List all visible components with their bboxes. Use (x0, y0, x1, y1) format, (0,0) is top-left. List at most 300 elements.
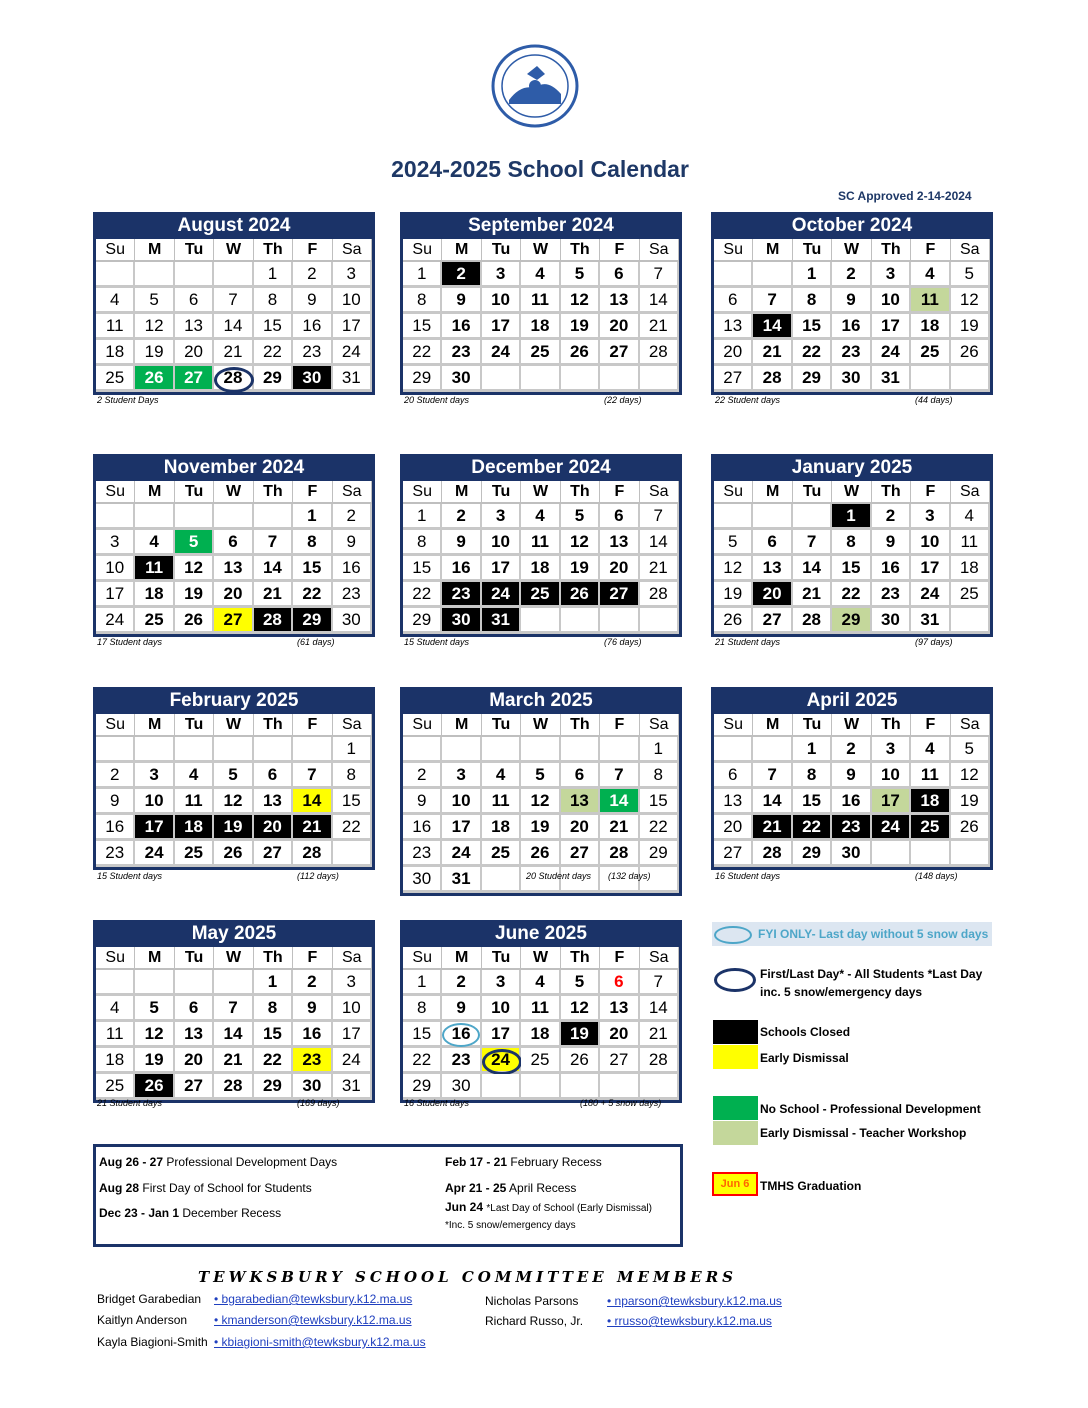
day-cell: 11 (482, 789, 521, 815)
day-cell: 26 (714, 608, 753, 634)
student-days-note: 21 Student days (97, 1098, 163, 1108)
day-cell: 26 (521, 841, 560, 867)
day-cell: 15 (403, 314, 442, 340)
weekday-header: W (214, 481, 253, 504)
day-cell: 28 (214, 366, 253, 392)
day-cell: 26 (175, 608, 214, 634)
day-cell: 11 (521, 530, 560, 556)
graduation-date-badge: Jun 6 (712, 1172, 758, 1196)
weekday-header: M (753, 239, 792, 262)
empty-day-cell (872, 841, 911, 867)
day-cell: 19 (135, 1048, 174, 1074)
day-cell: 22 (832, 582, 871, 608)
day-cell: 16 (442, 314, 481, 340)
member-name: Nicholas Parsons (485, 1294, 579, 1308)
day-cell: 6 (600, 262, 639, 288)
day-cell: 2 (293, 970, 332, 996)
day-cell: 29 (254, 1074, 293, 1100)
weekday-header: Sa (333, 714, 372, 737)
weekday-header: F (293, 481, 332, 504)
day-cell: 24 (872, 340, 911, 366)
day-cell: 3 (135, 763, 174, 789)
weekday-header: Th (254, 481, 293, 504)
day-cell: 7 (214, 996, 253, 1022)
day-cell: 16 (832, 314, 871, 340)
day-cell: 31 (333, 366, 372, 392)
day-cell: 6 (600, 504, 639, 530)
cumulative-days-note: (112 days) (297, 871, 339, 881)
legend-grad-label: TMHS Graduation (760, 1179, 862, 1193)
day-cell: 12 (135, 314, 174, 340)
empty-day-cell (521, 608, 560, 634)
day-cell: 17 (482, 314, 521, 340)
day-cell: 25 (175, 841, 214, 867)
day-cell: 27 (254, 841, 293, 867)
key-date-dec-recess: Dec 23 - Jan 1 December Recess (99, 1206, 282, 1220)
day-cell: 7 (753, 763, 792, 789)
empty-day-cell (561, 1074, 600, 1100)
day-cell: 4 (96, 996, 135, 1022)
weekday-header: Sa (951, 714, 990, 737)
day-cell: 13 (600, 996, 639, 1022)
day-cell: 8 (403, 996, 442, 1022)
day-cell: 21 (640, 314, 679, 340)
day-cell: 14 (793, 556, 832, 582)
key-date-pd: Aug 26 - 27 Professional Development Days (99, 1155, 338, 1169)
empty-day-cell (96, 504, 135, 530)
day-cell: 26 (214, 841, 253, 867)
day-cell: 18 (482, 815, 521, 841)
empty-day-cell (175, 737, 214, 763)
empty-day-cell (521, 737, 560, 763)
weekday-header: W (521, 239, 560, 262)
day-cell: 7 (753, 288, 792, 314)
day-cell: 6 (561, 763, 600, 789)
day-cell: 10 (333, 288, 372, 314)
day-cell: 20 (561, 815, 600, 841)
day-cell: 14 (753, 789, 792, 815)
day-cell: 1 (832, 504, 871, 530)
day-cell: 21 (600, 815, 639, 841)
day-cell: 7 (640, 262, 679, 288)
day-cell: 3 (911, 504, 950, 530)
day-cell: 11 (911, 288, 950, 314)
member-email-link[interactable]: • nparson@tewksbury.k12.ma.us (607, 1294, 782, 1308)
day-cell: 6 (714, 288, 753, 314)
key-date-last-day: Jun 24 *Last Day of School (Early Dismissal) (445, 1200, 652, 1214)
day-cell: 27 (175, 366, 214, 392)
day-cell: 25 (951, 582, 990, 608)
day-cell: 26 (135, 1074, 174, 1100)
day-cell: 24 (135, 841, 174, 867)
weekday-header: Sa (640, 947, 679, 970)
day-cell: 2 (872, 504, 911, 530)
day-cell: 4 (175, 763, 214, 789)
key-date-feb-recess: Feb 17 - 21 February Recess (445, 1155, 602, 1169)
day-cell: 8 (403, 530, 442, 556)
month-december-2024 (400, 454, 682, 637)
ws-swatch (713, 1121, 758, 1145)
legend-fyi-label: FYI ONLY- Last day without 5 snow days (758, 927, 989, 941)
day-cell: 1 (333, 737, 372, 763)
day-cell: 27 (714, 841, 753, 867)
day-cell: 5 (561, 970, 600, 996)
weekday-header: Tu (793, 239, 832, 262)
day-cell: 4 (951, 504, 990, 530)
day-cell: 1 (403, 970, 442, 996)
month-september-2024 (400, 212, 682, 395)
day-cell: 23 (293, 1048, 332, 1074)
day-cell: 16 (442, 1022, 481, 1048)
day-cell: 10 (482, 288, 521, 314)
dark-ring-icon (714, 968, 756, 992)
day-cell: 25 (521, 582, 560, 608)
empty-day-cell (600, 608, 639, 634)
day-cell: 10 (135, 789, 174, 815)
day-cell: 23 (333, 582, 372, 608)
day-cell: 15 (254, 1022, 293, 1048)
day-cell: 18 (135, 582, 174, 608)
day-cell: 30 (832, 366, 871, 392)
day-cell: 22 (293, 582, 332, 608)
empty-day-cell (175, 970, 214, 996)
day-cell: 23 (832, 340, 871, 366)
day-cell: 23 (832, 815, 871, 841)
month-title: November 2024 (93, 454, 375, 481)
day-cell: 28 (640, 340, 679, 366)
day-cell: 27 (600, 340, 639, 366)
day-cell: 17 (333, 314, 372, 340)
weekday-header: F (600, 239, 639, 262)
day-cell: 5 (214, 763, 253, 789)
day-cell: 14 (254, 556, 293, 582)
day-cell: 16 (872, 556, 911, 582)
day-cell: 22 (640, 815, 679, 841)
day-cell: 9 (832, 763, 871, 789)
day-cell: 10 (482, 530, 521, 556)
day-cell: 18 (175, 815, 214, 841)
student-days-note: 2 Student Days (97, 395, 159, 405)
day-cell: 7 (293, 763, 332, 789)
empty-day-cell (96, 262, 135, 288)
weekday-header: Su (96, 714, 135, 737)
weekday-header: Su (96, 481, 135, 504)
day-cell: 4 (96, 288, 135, 314)
month-february-2025 (93, 687, 375, 870)
day-cell: 12 (561, 288, 600, 314)
weekday-header: W (214, 714, 253, 737)
day-cell: 23 (96, 841, 135, 867)
day-cell: 17 (482, 556, 521, 582)
day-cell: 7 (254, 530, 293, 556)
day-cell: 19 (714, 582, 753, 608)
empty-day-cell (521, 1074, 560, 1100)
empty-day-cell (333, 841, 372, 867)
month-title: May 2025 (93, 920, 375, 947)
day-cell: 3 (482, 970, 521, 996)
committee-title: TEWKSBURY SCHOOL COMMITTEE MEMBERS (198, 1268, 738, 1286)
day-cell: 13 (561, 789, 600, 815)
day-cell: 18 (96, 340, 135, 366)
student-days-note: 16 Student days (404, 1098, 470, 1108)
day-cell: 15 (832, 556, 871, 582)
day-cell: 26 (561, 340, 600, 366)
day-cell: 21 (753, 815, 792, 841)
day-cell: 7 (793, 530, 832, 556)
empty-day-cell (214, 970, 253, 996)
member-email-link[interactable]: • bgarabedian@tewksbury.k12.ma.us (214, 1292, 413, 1306)
member-email-link[interactable]: • rrusso@tewksbury.k12.ma.us (607, 1314, 772, 1328)
day-cell: 26 (135, 366, 174, 392)
day-cell: 3 (96, 530, 135, 556)
empty-day-cell (135, 262, 174, 288)
weekday-header: Th (561, 714, 600, 737)
day-cell: 27 (600, 1048, 639, 1074)
weekday-header: Su (714, 239, 753, 262)
weekday-header: Tu (482, 947, 521, 970)
day-cell: 16 (333, 556, 372, 582)
empty-day-cell (561, 608, 600, 634)
day-cell: 30 (442, 608, 481, 634)
weekday-header: Tu (175, 947, 214, 970)
day-cell: 11 (175, 789, 214, 815)
approval-note: SC Approved 2-14-2024 (838, 189, 972, 203)
day-cell: 13 (214, 556, 253, 582)
day-cell: 20 (600, 556, 639, 582)
day-cell: 6 (753, 530, 792, 556)
day-cell: 21 (753, 340, 792, 366)
weekday-header: Su (403, 481, 442, 504)
day-cell: 18 (96, 1048, 135, 1074)
weekday-header: M (135, 947, 174, 970)
weekday-header: F (911, 714, 950, 737)
day-cell: 4 (911, 737, 950, 763)
day-cell: 25 (521, 340, 560, 366)
day-cell: 28 (214, 1074, 253, 1100)
day-cell: 29 (254, 366, 293, 392)
day-cell: 17 (872, 314, 911, 340)
day-cell: 5 (175, 530, 214, 556)
day-cell: 3 (482, 262, 521, 288)
member-email-link[interactable]: • kbiagioni-smith@tewksbury.k12.ma.us (214, 1335, 426, 1349)
weekday-header: Th (561, 947, 600, 970)
member-email-link[interactable]: • kmanderson@tewksbury.k12.ma.us (214, 1313, 412, 1327)
month-title: October 2024 (711, 212, 993, 239)
day-cell: 9 (442, 996, 481, 1022)
month-august-2024 (93, 212, 375, 395)
month-title: February 2025 (93, 687, 375, 714)
cumulative-days-note: (22 days) (604, 395, 642, 405)
day-cell: 27 (214, 608, 253, 634)
weekday-header: Tu (175, 714, 214, 737)
day-cell: 11 (96, 314, 135, 340)
empty-day-cell (714, 504, 753, 530)
day-cell: 24 (482, 582, 521, 608)
day-cell: 29 (293, 608, 332, 634)
page-title: 2024-2025 School Calendar (391, 156, 689, 182)
weekday-header: W (214, 947, 253, 970)
day-cell: 12 (951, 288, 990, 314)
day-cell: 19 (561, 314, 600, 340)
day-cell: 13 (600, 530, 639, 556)
day-cell: 25 (96, 366, 135, 392)
day-cell: 14 (293, 789, 332, 815)
day-cell: 6 (254, 763, 293, 789)
day-cell: 8 (403, 288, 442, 314)
day-cell: 5 (951, 262, 990, 288)
day-cell: 5 (561, 504, 600, 530)
day-cell: 17 (872, 789, 911, 815)
day-cell: 20 (175, 340, 214, 366)
day-cell: 30 (293, 1074, 332, 1100)
day-cell: 24 (911, 582, 950, 608)
day-cell: 18 (911, 789, 950, 815)
day-cell: 28 (254, 608, 293, 634)
day-cell: 23 (442, 582, 481, 608)
day-cell: 25 (911, 340, 950, 366)
day-cell: 1 (254, 262, 293, 288)
day-cell: 1 (793, 262, 832, 288)
day-cell: 1 (403, 504, 442, 530)
weekday-header: Th (561, 481, 600, 504)
day-cell: 19 (175, 582, 214, 608)
day-cell: 29 (403, 608, 442, 634)
day-cell: 14 (640, 288, 679, 314)
cumulative-days-note: (148 days) (915, 871, 958, 881)
empty-day-cell (561, 737, 600, 763)
day-cell: 23 (293, 340, 332, 366)
day-cell: 10 (482, 996, 521, 1022)
empty-day-cell (135, 737, 174, 763)
month-title: June 2025 (400, 920, 682, 947)
day-cell: 3 (872, 737, 911, 763)
empty-day-cell (714, 262, 753, 288)
weekday-header: Th (561, 239, 600, 262)
day-cell: 16 (832, 789, 871, 815)
weekday-header: Th (254, 239, 293, 262)
day-cell: 31 (333, 1074, 372, 1100)
day-cell: 9 (96, 789, 135, 815)
day-cell: 20 (600, 1022, 639, 1048)
key-dates-box (93, 1144, 683, 1247)
weekday-header: M (753, 714, 792, 737)
day-cell: 28 (640, 582, 679, 608)
day-cell: 11 (951, 530, 990, 556)
town-seal-logo (491, 44, 579, 128)
day-cell: 20 (753, 582, 792, 608)
day-cell: 17 (442, 815, 481, 841)
student-days-note: 22 Student days (715, 395, 781, 405)
day-cell: 21 (293, 815, 332, 841)
day-cell: 9 (293, 996, 332, 1022)
weekday-header: Sa (640, 239, 679, 262)
day-cell: 12 (175, 556, 214, 582)
month-title: March 2025 (400, 687, 682, 714)
day-cell: 29 (793, 366, 832, 392)
day-cell: 22 (333, 815, 372, 841)
day-cell: 5 (135, 288, 174, 314)
day-cell: 19 (561, 556, 600, 582)
weekday-header: M (442, 947, 481, 970)
day-cell: 16 (442, 556, 481, 582)
day-cell: 31 (872, 366, 911, 392)
day-cell: 8 (793, 763, 832, 789)
weekday-header: W (521, 481, 560, 504)
empty-day-cell (640, 1074, 679, 1100)
legend-firstlast-label: First/Last Day* - All Students *Last Day (760, 967, 983, 981)
weekday-header: Th (872, 481, 911, 504)
day-cell: 11 (135, 556, 174, 582)
weekday-header: Su (96, 947, 135, 970)
day-cell: 21 (640, 556, 679, 582)
day-cell: 14 (640, 530, 679, 556)
weekday-header: Su (96, 239, 135, 262)
day-cell: 13 (714, 314, 753, 340)
weekday-header: M (442, 239, 481, 262)
empty-day-cell (521, 366, 560, 392)
weekday-header: Tu (482, 481, 521, 504)
weekday-header: F (293, 239, 332, 262)
day-cell: 5 (521, 763, 560, 789)
closed-swatch (713, 1020, 758, 1044)
day-cell: 19 (951, 789, 990, 815)
empty-day-cell (96, 737, 135, 763)
empty-day-cell (293, 737, 332, 763)
day-cell: 3 (482, 504, 521, 530)
day-cell: 30 (293, 366, 332, 392)
day-cell: 17 (482, 1022, 521, 1048)
day-cell: 25 (521, 1048, 560, 1074)
weekday-header: M (135, 714, 174, 737)
month-title: September 2024 (400, 212, 682, 239)
day-cell: 31 (482, 608, 521, 634)
day-cell: 22 (254, 340, 293, 366)
day-cell: 1 (293, 504, 332, 530)
weekday-header: Tu (793, 714, 832, 737)
day-cell: 23 (872, 582, 911, 608)
day-cell: 31 (911, 608, 950, 634)
empty-day-cell (175, 504, 214, 530)
day-cell: 2 (293, 262, 332, 288)
day-cell: 30 (442, 366, 481, 392)
empty-day-cell (254, 737, 293, 763)
day-cell: 4 (135, 530, 174, 556)
day-cell: 4 (521, 262, 560, 288)
day-cell: 7 (640, 970, 679, 996)
day-cell: 9 (333, 530, 372, 556)
day-cell: 6 (714, 763, 753, 789)
empty-day-cell (600, 1074, 639, 1100)
day-cell: 12 (214, 789, 253, 815)
student-days-note: 15 Student days (97, 871, 163, 881)
empty-day-cell (911, 366, 950, 392)
weekday-header: Th (872, 239, 911, 262)
day-cell: 5 (951, 737, 990, 763)
day-cell: 24 (96, 608, 135, 634)
weekday-header: W (521, 947, 560, 970)
day-cell: 27 (753, 608, 792, 634)
day-cell: 2 (832, 737, 871, 763)
day-cell: 10 (872, 763, 911, 789)
day-cell: 2 (442, 504, 481, 530)
weekday-header: Su (714, 714, 753, 737)
day-cell: 13 (714, 789, 753, 815)
month-november-2024 (93, 454, 375, 637)
empty-day-cell (951, 608, 990, 634)
cumulative-days-note: (97 days) (915, 637, 953, 647)
day-cell: 18 (951, 556, 990, 582)
day-cell: 9 (403, 789, 442, 815)
